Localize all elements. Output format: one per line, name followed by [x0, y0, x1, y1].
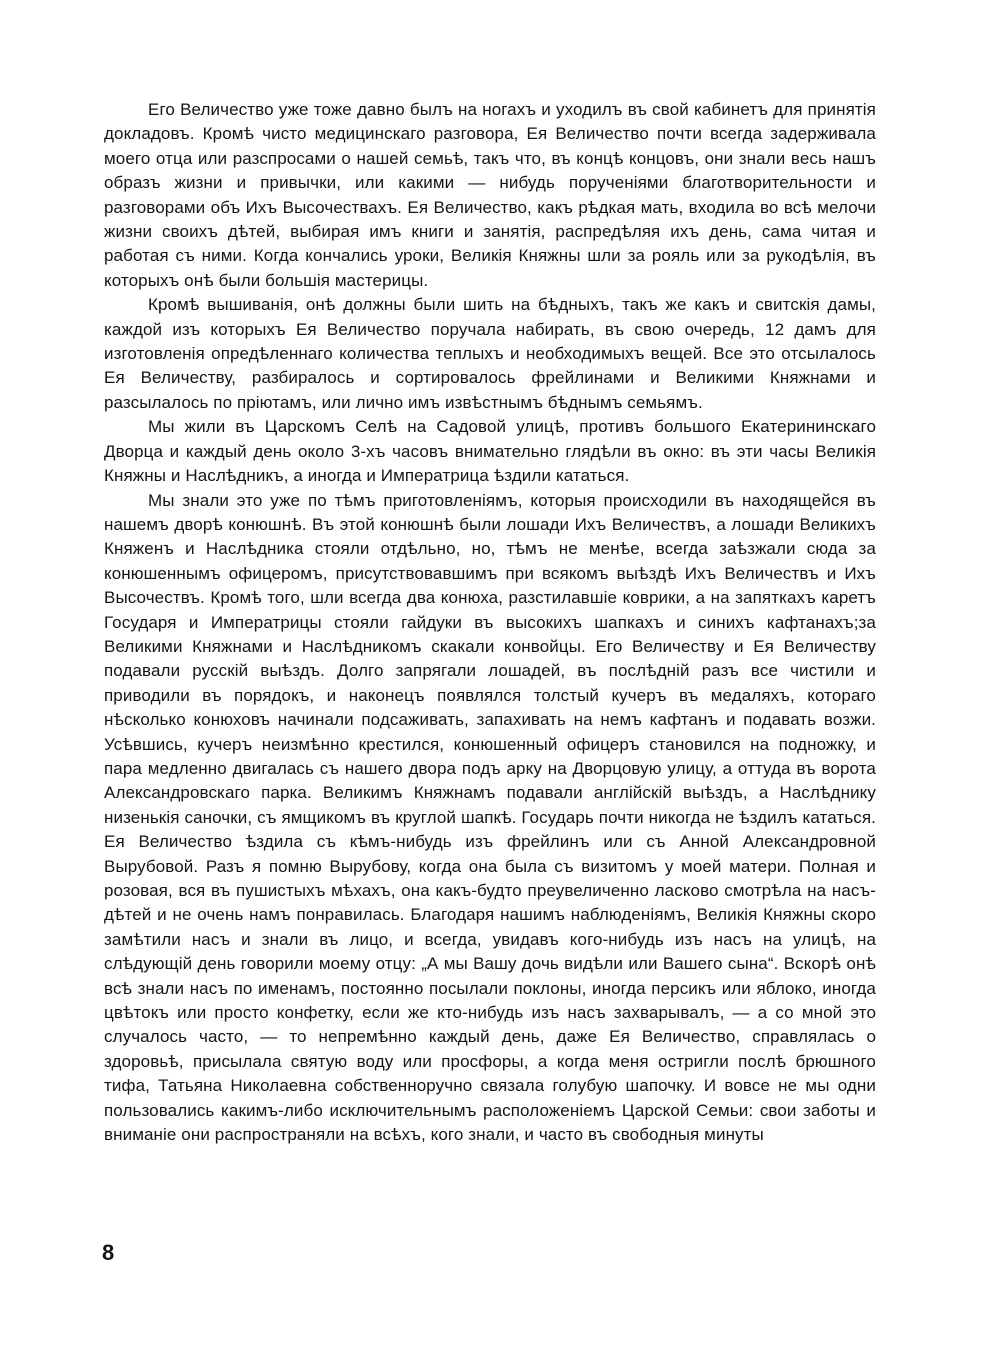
paragraph-4: Мы знали это уже по тѣмъ приготовленіямъ, которыя происходили въ находящейся въ нашемъ дворѣ конюшнѣ. Въ этой конюшнѣ были лошади Ихъ Величествъ, а лошади Великихъ Княженъ и Наслѣдника стояли отдѣльно, но, тѣмъ не менѣе, всегда заѣзжали сюда за конюшеннымъ офицеромъ, присутствовавшимъ при всякомъ выѣздѣ Ихъ Величествъ и Ихъ Высочествъ. Кромѣ того, шли всегда два конюха, разстилавшіе коврики, а на запяткахъ каретъ Государя и Императрицы стояли гайдуки въ высокихъ шапкахъ и синихъ кафтанахъ;за Великими Княжнами и Наслѣдникомъ скакали конвойцы. Его Величеству и Ея Величеству подавали русскій выѣздъ. Долго запрягали лошадей, въ послѣдній разъ все чистили и приводили въ порядокъ, и наконецъ появлялся толстый кучеръ въ медаляхъ, котораго нѣсколько конюховъ начинали подсаживать, запахивать на немъ кафтанъ и подавать возжи. Усѣвшись, кучеръ неизмѣнно крестился, конюшенный офицеръ становился на подножку, и пара медленно двигалась съ нашего двора подъ арку на Дворцовую улицу, а оттуда въ ворота Александровскаго парка. Великимъ Княжнамъ подавали англійскій выѣздъ, а Наслѣднику низенькія саночки, съ ямщикомъ въ круглой шапкѣ. Государь почти никогда не ѣздилъ кататься. Ея Величество ѣздила съ кѣмъ-нибудь изъ фрейлинъ или съ Анной Александровной Вырубовой. Разъ я помню Вырубову, когда она была съ визитомъ у моей матери. Полная и розовая, вся въ пушистыхъ мѣхахъ, она какъ-будто преувеличенно ласково смотрѣла на насъ-дѣтей и не очень намъ понравилась. Благодаря нашимъ наблюденіямъ, Великія Княжны скоро замѣтили насъ и знали въ лицо, и всегда, увидавъ кого-нибудь изъ насъ на улицѣ, на слѣдующій день говорили моему отцу: „А мы Вашу дочь видѣли или Вашего сына“. Вскорѣ онѣ всѣ знали насъ по именамъ, постоянно посылали поклоны, иногда персикъ или яблоко, иногда цвѣтокъ или просто конфетку, если же кто-нибудь изъ насъ захварывалъ, — а со мной это случалось часто, — то непремѣнно каждый день, даже Ея Величество, справлялась о здоровьѣ, присылала святую воду или просфоры, а когда меня остригли послѣ брюшного тифа, Татьяна Николаевна собственноручно связала голубую шапочку. И вовсе не мы одни пользовались какимъ-либо исключительнымъ расположеніемъ Царской Семьи: свои заботы и вниманіе они распространяли на всѣхъ, кого знали, и часто въ свободныя минуты	[104, 490, 876, 1145]
paragraph-3: Мы жили въ Царскомъ Селѣ на Садовой улицѣ, противъ большого Екатерининскаго Дворца и каждый день около 3-хъ часовъ внимательно глядѣли въ окно: въ эти часы Великія Княжны и Наслѣдникъ, а иногда и Императрица ѣздили кататься.	[104, 417, 876, 486]
paragraph-1: Его Величество уже тоже давно былъ на ногахъ и уходилъ въ свой кабинетъ для принятія докладовъ. Кромѣ чисто медицинскаго разговора, Ея Величество почти всегда задерживала моего отца или разспросами о нашей семьѣ, такъ что, въ концѣ концовъ, они знали весь нашъ образъ жизни и привычки, или какими — нибудь порученіями благотворительности и разговорами объ Ихъ Высочествахъ. Ея Величество, какъ рѣдкая мать, входила во всѣ мелочи жизни своихъ дѣтей, выбирая имъ книги и занятія, распредѣляя ихъ день, сама читая и работая съ ними. Когда кончались уроки, Великія Княжны шли за рояль или за рукодѣлія, въ которыхъ онѣ были большія мастерицы.	[104, 100, 876, 290]
page-number: 8	[102, 1240, 115, 1265]
page-body	[104, 98, 876, 1147]
paragraph-2: Кромѣ вышиванія, онѣ должны были шить на бѣдныхъ, такъ же какъ и свитскія дамы, каждой изъ которыхъ Ея Величество поручала набирать, въ свою очередь, 12 дамъ для изготовленія опредѣленнаго количества теплыхъ и необходимыхъ вещей. Все это отсылалось Ея Величеству, разбиралось и сортировалось фрейлинами и Великими Княжнами и разсылалось по пріютамъ, или лично имъ извѣстнымъ бѣднымъ семьямъ.	[104, 295, 876, 412]
